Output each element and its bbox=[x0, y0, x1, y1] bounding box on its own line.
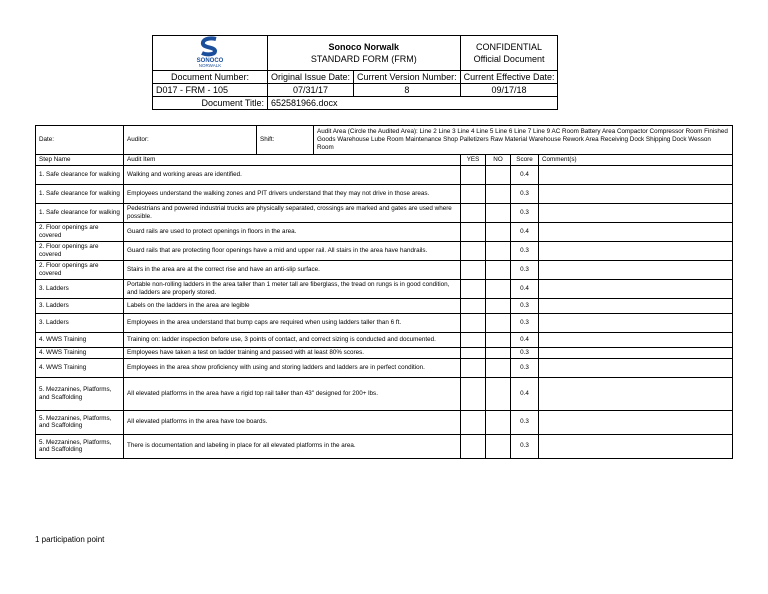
table-row bbox=[36, 434, 733, 458]
step-name-cell: 2. Floor openings are covered bbox=[36, 241, 124, 260]
step-name-cell: 1. Safe clearance for walking bbox=[36, 203, 124, 222]
step-name-cell: 2. Floor openings are covered bbox=[36, 222, 124, 241]
table-row bbox=[36, 313, 733, 332]
yes-checkbox-cell[interactable] bbox=[461, 241, 486, 260]
comments-cell[interactable] bbox=[539, 377, 733, 410]
audit-item-cell: All elevated platforms in the area have a rigid top rail taller than 43" designed for 200+ lbs. bbox=[124, 377, 461, 410]
yes-checkbox-cell[interactable] bbox=[461, 203, 486, 222]
audit-item-cell: Employees have taken a test on ladder training and passed with at least 80% scores. bbox=[124, 347, 461, 358]
table-row bbox=[36, 347, 733, 358]
audit-item-cell: Employees in the area understand that bump caps are required when using ladders taller than 6 ft. bbox=[124, 313, 461, 332]
step-name-cell: 3. Ladders bbox=[36, 279, 124, 298]
audit-item-cell: Labels on the ladders in the area are legible bbox=[124, 298, 461, 313]
audit-item-cell: Portable non-rolling ladders in the area taller than 1 meter tall are fiberglass, the tread on rungs is in good condition, and ladders are properly stored. bbox=[124, 279, 461, 298]
audit-item-cell: Guard rails are used to protect openings in floors in the area. bbox=[124, 222, 461, 241]
comments-cell[interactable] bbox=[539, 347, 733, 358]
no-checkbox-cell[interactable] bbox=[486, 241, 511, 260]
comments-cell[interactable] bbox=[539, 184, 733, 203]
audit-item-cell: Walking and working areas are identified. bbox=[124, 165, 461, 184]
table-row bbox=[36, 203, 733, 222]
step-name-cell: 5. Mezzanines, Platforms, and Scaffolding bbox=[36, 410, 124, 434]
step-name-cell: 4. WWS Training bbox=[36, 332, 124, 347]
yes-checkbox-cell[interactable] bbox=[461, 260, 486, 279]
comments-cell[interactable] bbox=[539, 203, 733, 222]
no-checkbox-cell[interactable] bbox=[486, 313, 511, 332]
official-document-label: Official Document bbox=[473, 54, 545, 64]
yes-checkbox-cell[interactable] bbox=[461, 358, 486, 377]
yes-checkbox-cell[interactable] bbox=[461, 165, 486, 184]
no-checkbox-cell[interactable] bbox=[486, 260, 511, 279]
score-cell: 0.4 bbox=[511, 332, 539, 347]
document-header bbox=[152, 35, 558, 110]
comments-cell[interactable] bbox=[539, 279, 733, 298]
issue-date-label: Original Issue Date: bbox=[268, 71, 354, 84]
col-header-score: Score bbox=[511, 155, 539, 166]
score-cell: 0.3 bbox=[511, 298, 539, 313]
no-checkbox-cell[interactable] bbox=[486, 358, 511, 377]
table-row bbox=[36, 377, 733, 410]
no-checkbox-cell[interactable] bbox=[486, 332, 511, 347]
audit-area-text: Audit Area (Circle the Audited Area): Line 2 Line 3 Line 4 Line 5 Line 6 Line 7 Line 9 AC Room Battery Area Compactor Compressor Room Finished Goods Warehouse Lube Room Maintenance Shop Palletizers Raw Material Warehouse Rework Area Receiving Dock Shipping Dock Wesson Room bbox=[314, 126, 733, 155]
comments-cell[interactable] bbox=[539, 165, 733, 184]
yes-checkbox-cell[interactable] bbox=[461, 434, 486, 458]
audit-item-cell: Employees understand the walking zones and PIT drivers understand that they may not drive in those areas. bbox=[124, 184, 461, 203]
sonoco-logo-icon bbox=[192, 36, 228, 68]
table-row bbox=[36, 222, 733, 241]
doc-title-value: 652581966.docx bbox=[268, 97, 558, 110]
no-checkbox-cell[interactable] bbox=[486, 222, 511, 241]
score-cell: 0.3 bbox=[511, 434, 539, 458]
comments-cell[interactable] bbox=[539, 260, 733, 279]
score-cell: 0.3 bbox=[511, 184, 539, 203]
yes-checkbox-cell[interactable] bbox=[461, 279, 486, 298]
company-name: Sonoco Norwalk bbox=[328, 42, 400, 52]
table-row bbox=[36, 279, 733, 298]
step-name-cell: 2. Floor openings are covered bbox=[36, 260, 124, 279]
audit-item-cell: Stairs in the area are at the correct rise and have an anti-slip surface. bbox=[124, 260, 461, 279]
score-cell: 0.3 bbox=[511, 241, 539, 260]
table-row bbox=[36, 241, 733, 260]
comments-cell[interactable] bbox=[539, 298, 733, 313]
no-checkbox-cell[interactable] bbox=[486, 298, 511, 313]
comments-cell[interactable] bbox=[539, 241, 733, 260]
step-name-cell: 1. Safe clearance for walking bbox=[36, 184, 124, 203]
col-header-step: Step Name bbox=[36, 155, 124, 166]
score-cell: 0.3 bbox=[511, 358, 539, 377]
step-name-cell: 3. Ladders bbox=[36, 298, 124, 313]
audit-item-cell: Training on: ladder inspection before use, 3 points of contact, and correct sizing is conducted and documented. bbox=[124, 332, 461, 347]
yes-checkbox-cell[interactable] bbox=[461, 377, 486, 410]
title-cell bbox=[268, 36, 461, 71]
doc-number-value: D017 - FRM - 105 bbox=[153, 84, 268, 97]
confidential-label: CONFIDENTIAL bbox=[476, 42, 543, 52]
effective-date-label: Current Effective Date: bbox=[460, 71, 558, 84]
yes-checkbox-cell[interactable] bbox=[461, 332, 486, 347]
col-header-yes: YES bbox=[461, 155, 486, 166]
form-type: STANDARD FORM (FRM) bbox=[310, 54, 417, 64]
col-header-comments: Comment(s) bbox=[539, 155, 733, 166]
no-checkbox-cell[interactable] bbox=[486, 165, 511, 184]
version-label: Current Version Number: bbox=[354, 71, 461, 84]
col-header-no: NO bbox=[486, 155, 511, 166]
yes-checkbox-cell[interactable] bbox=[461, 222, 486, 241]
comments-cell[interactable] bbox=[539, 358, 733, 377]
score-cell: 0.3 bbox=[511, 260, 539, 279]
score-cell: 0.4 bbox=[511, 165, 539, 184]
table-row bbox=[36, 332, 733, 347]
table-row bbox=[36, 260, 733, 279]
effective-date-value: 09/17/18 bbox=[460, 84, 558, 97]
yes-checkbox-cell[interactable] bbox=[461, 313, 486, 332]
audit-item-cell: All elevated platforms in the area have toe boards. bbox=[124, 410, 461, 434]
audit-item-cell: Guard rails that are protecting floor openings have a mid and upper rail. All stairs in the area have handrails. bbox=[124, 241, 461, 260]
comments-cell[interactable] bbox=[539, 313, 733, 332]
table-row bbox=[36, 410, 733, 434]
table-row bbox=[36, 184, 733, 203]
no-checkbox-cell[interactable] bbox=[486, 347, 511, 358]
table-row bbox=[36, 165, 733, 184]
audit-item-cell: Pedestrians and powered industrial trucks are physically separated, crossings are marked and gates are used where possible. bbox=[124, 203, 461, 222]
svg-text:NORWALK: NORWALK bbox=[198, 63, 222, 68]
table-row bbox=[36, 358, 733, 377]
doc-number-label: Document Number: bbox=[153, 71, 268, 84]
issue-date-value: 07/31/17 bbox=[268, 84, 354, 97]
step-name-cell: 5. Mezzanines, Platforms, and Scaffolding bbox=[36, 377, 124, 410]
yes-checkbox-cell[interactable] bbox=[461, 298, 486, 313]
no-checkbox-cell[interactable] bbox=[486, 203, 511, 222]
no-checkbox-cell[interactable] bbox=[486, 377, 511, 410]
shift-label: Shift: bbox=[257, 126, 314, 155]
step-name-cell: 5. Mezzanines, Platforms, and Scaffolding bbox=[36, 434, 124, 458]
audit-item-cell: There is documentation and labeling in place for all elevated platforms in the area. bbox=[124, 434, 461, 458]
logo-cell bbox=[153, 36, 268, 71]
participation-note: 1 participation point bbox=[35, 535, 105, 544]
no-checkbox-cell[interactable] bbox=[486, 410, 511, 434]
no-checkbox-cell[interactable] bbox=[486, 279, 511, 298]
score-cell: 0.3 bbox=[511, 410, 539, 434]
col-header-item: Audit Item bbox=[124, 155, 461, 166]
score-cell: 0.3 bbox=[511, 347, 539, 358]
yes-checkbox-cell[interactable] bbox=[461, 184, 486, 203]
score-cell: 0.4 bbox=[511, 222, 539, 241]
step-name-cell: 4. WWS Training bbox=[36, 347, 124, 358]
score-cell: 0.3 bbox=[511, 203, 539, 222]
sonoco-logo bbox=[192, 36, 228, 70]
yes-checkbox-cell[interactable] bbox=[461, 410, 486, 434]
audit-item-cell: Employees in the area show proficiency with using and storing ladders and ladders are in perfect condition. bbox=[124, 358, 461, 377]
score-cell: 0.4 bbox=[511, 279, 539, 298]
step-name-cell: 3. Ladders bbox=[36, 313, 124, 332]
audit-table bbox=[35, 125, 733, 459]
table-row bbox=[36, 298, 733, 313]
yes-checkbox-cell[interactable] bbox=[461, 347, 486, 358]
version-value: 8 bbox=[354, 84, 461, 97]
score-cell: 0.4 bbox=[511, 377, 539, 410]
date-label: Date: bbox=[36, 126, 124, 155]
confidential-cell bbox=[460, 36, 558, 71]
score-cell: 0.3 bbox=[511, 313, 539, 332]
no-checkbox-cell[interactable] bbox=[486, 434, 511, 458]
step-name-cell: 1. Safe clearance for walking bbox=[36, 165, 124, 184]
comments-cell[interactable] bbox=[539, 332, 733, 347]
comments-cell[interactable] bbox=[539, 222, 733, 241]
doc-title-label: Document Title: bbox=[153, 97, 268, 110]
comments-cell[interactable] bbox=[539, 434, 733, 458]
svg-text:SONOCO: SONOCO bbox=[196, 58, 224, 64]
comments-cell[interactable] bbox=[539, 410, 733, 434]
auditor-label: Auditor: bbox=[124, 126, 257, 155]
step-name-cell: 4. WWS Training bbox=[36, 358, 124, 377]
no-checkbox-cell[interactable] bbox=[486, 184, 511, 203]
